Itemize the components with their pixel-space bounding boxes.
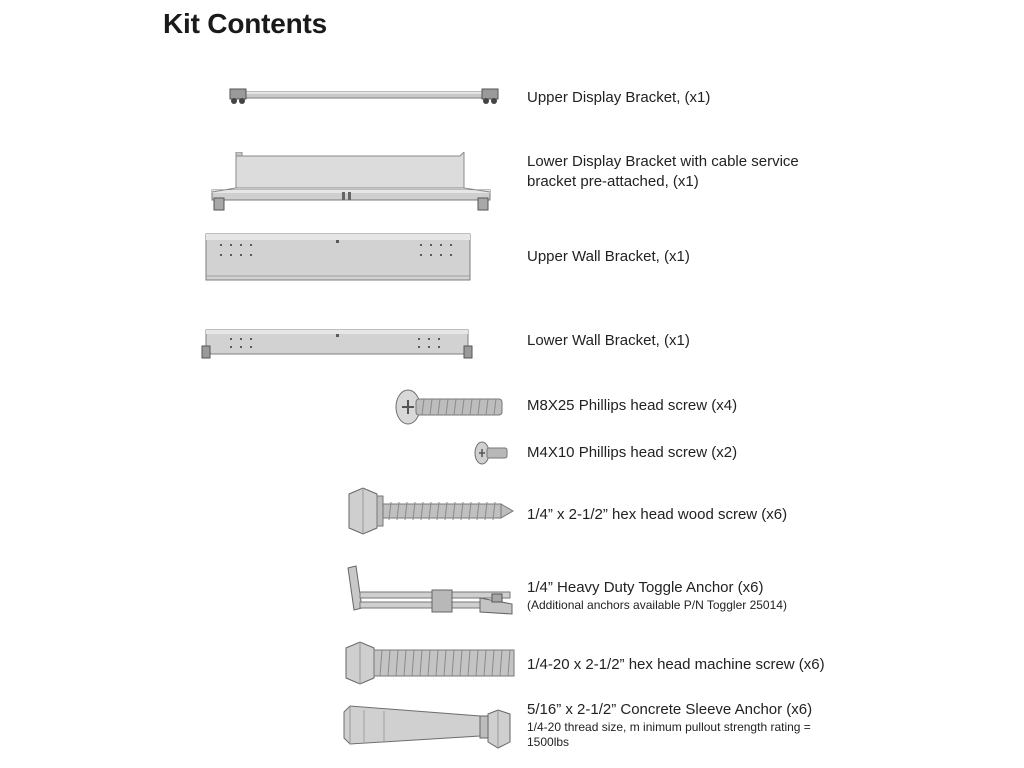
item-label-lower-wall-bracket: Lower Wall Bracket, (x1) bbox=[527, 332, 690, 349]
m4x10-screw-image bbox=[473, 440, 509, 466]
item-note-concrete-sleeve-anchor-line2: 1500lbs bbox=[527, 735, 570, 749]
toggle-anchor-image bbox=[342, 564, 518, 622]
m8x25-screw-image bbox=[392, 388, 506, 426]
lower-display-bracket-image bbox=[208, 152, 494, 214]
item-label-hex-machine-screw: 1/4-20 x 2-1/2” hex head machine screw (x6) bbox=[527, 656, 825, 673]
item-label-toggle-anchor: 1/4” Heavy Duty Toggle Anchor (x6) bbox=[527, 579, 764, 596]
item-note-toggle-anchor: (Additional anchors available P/N Toggler 25014) bbox=[527, 598, 787, 612]
item-label-lower-display-bracket-line1: Lower Display Bracket with cable service bbox=[527, 153, 799, 170]
item-label-upper-wall-bracket: Upper Wall Bracket, (x1) bbox=[527, 248, 690, 265]
page-title: Kit Contents bbox=[163, 8, 328, 39]
item-label-m4x10-screw: M4X10 Phillips head screw (x2) bbox=[527, 444, 738, 461]
lower-wall-bracket-image bbox=[200, 326, 476, 362]
concrete-sleeve-anchor-image bbox=[340, 702, 518, 758]
upper-display-bracket-image bbox=[226, 86, 502, 106]
item-note-concrete-sleeve-anchor-line1: 1/4-20 thread size, m inimum pullout strength rating = bbox=[527, 720, 811, 734]
item-label-lower-display-bracket-line2: bracket pre-attached, (x1) bbox=[527, 173, 699, 190]
item-label-concrete-sleeve-anchor: 5/16” x 2-1/2” Concrete Sleeve Anchor (x6) bbox=[527, 701, 813, 718]
upper-wall-bracket-image bbox=[202, 232, 474, 284]
hex-machine-screw-image bbox=[342, 640, 518, 686]
item-label-hex-wood-screw: 1/4” x 2-1/2” hex head wood screw (x6) bbox=[527, 506, 788, 523]
hex-wood-screw-image bbox=[343, 486, 515, 536]
item-label-upper-display-bracket: Upper Display Bracket, (x1) bbox=[527, 89, 711, 106]
item-label-m8x25-screw: M8X25 Phillips head screw (x4) bbox=[527, 397, 738, 414]
